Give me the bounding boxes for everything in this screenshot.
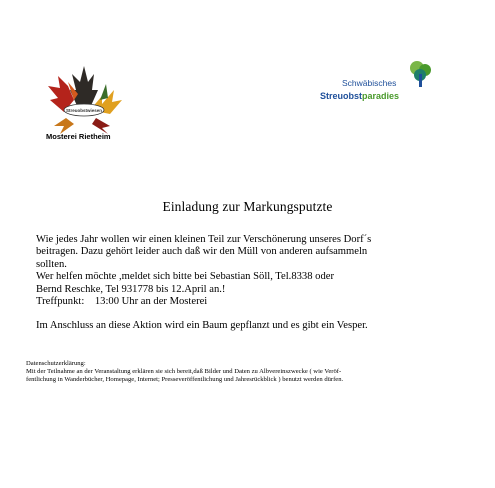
meeting-point: Treffpunkt: 13:00 Uhr an der Mosterei	[36, 296, 208, 308]
body-line: Wer helfen möchte ,meldet sich bitte bei Sebastian Söll, Tel.8338 oder	[36, 271, 334, 283]
body-line: Wie jedes Jahr wollen wir einen kleinen Teil zur Verschönerung unseres Dorf´s	[36, 234, 372, 245]
autumn-leaves-icon	[44, 60, 124, 135]
body-line: sollten.	[36, 258, 67, 270]
paragraph-gap	[36, 308, 456, 320]
tree-icon	[405, 58, 435, 88]
logo-text-line1: Schwäbisches	[342, 78, 397, 88]
streuobstparadies-logo	[320, 58, 440, 118]
privacy-notice	[26, 360, 476, 384]
logo-text-paradies: paradies	[362, 91, 400, 101]
body-line: Im Anschluss an diese Aktion wird ein Baum gepflanzt und es gibt ein Vesper.	[36, 320, 368, 332]
logo-text-line2	[320, 91, 399, 101]
logo-badge-text: Streuobstwiesen	[65, 108, 103, 113]
body-line: Bernd Reschke, Tel 931778 bis 12.April an.!	[36, 283, 226, 295]
privacy-line: fentlichung in Wanderbücher, Homepage, Internet; Presseveröffentlichung und Jahresrückblick ) benutzt werden dürfen.	[26, 376, 344, 383]
body-line: beitragen. Dazu gehört leider auch daß wir den Müll von anderen aufsammeln	[36, 246, 368, 258]
document-title: Einladung zur Markungsputzte	[162, 199, 333, 214]
privacy-line: Mit der Teilnahme an der Veranstaltung erklären sie sich bereit,daß Bilder und Daten zu Albvereinszwecke ( wie Veröf-	[26, 368, 342, 375]
logo-text-streuobst: Streuobst	[320, 91, 363, 101]
mosterei-label: Mosterei Rietheim	[46, 132, 111, 141]
document-body	[36, 234, 456, 333]
privacy-heading: Datenschutzerklärung:	[26, 360, 86, 367]
